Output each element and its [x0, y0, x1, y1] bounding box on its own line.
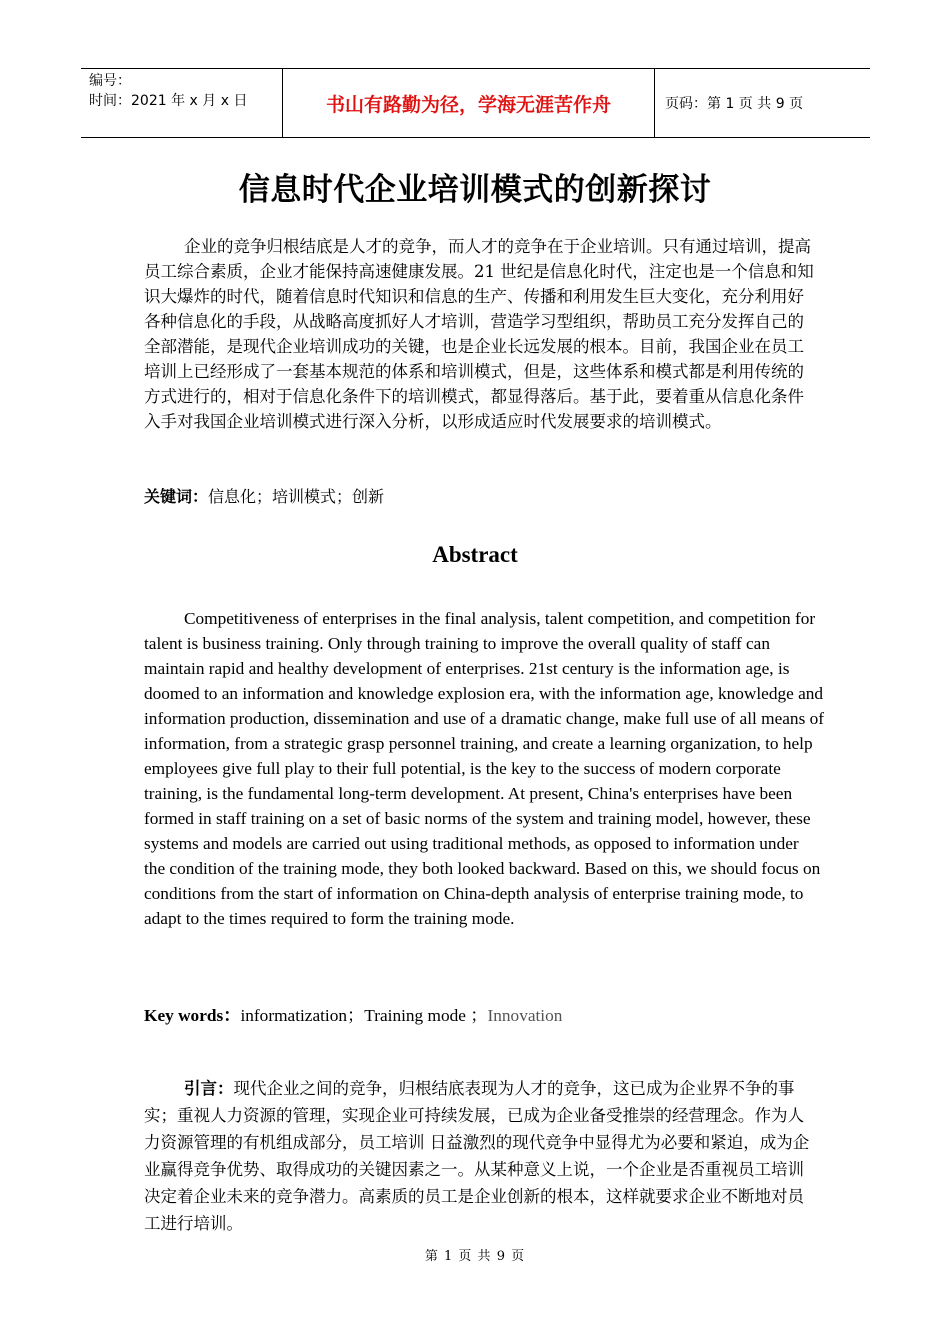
- header-page-info: 页码：第 1 页 共 9 页: [665, 96, 804, 112]
- page-footer: 第 1 页 共 9 页: [424, 1249, 526, 1264]
- document-title: 信息时代企业培训模式的创新探讨: [238, 172, 712, 208]
- english-keywords-label: Key words：: [144, 1006, 241, 1025]
- header-time-label: 时间：2021 年 x 月 x 日: [89, 93, 248, 109]
- chinese-keywords-value: 信息化；培训模式；创新: [208, 487, 385, 506]
- header-meta-cell: [81, 69, 282, 137]
- header-number-label: 编号：: [89, 73, 131, 89]
- chinese-abstract: 企业的竞争归根结底是人才的竞争，而人才的竞争在于企业培训。只有通过培训，提高员工综合素质，企业才能保持高速健康发展。21 世纪是信息化时代，注定也是一个信息和知识大爆炸的时代，随着信息时代知识和信息的生产、传播和利用发生巨大变化，充分利用好各种信息化的手段，从战略高度抓好人才培训，营造学习型组织，帮助员工充分发挥自己的全部潜能，是现代企业培训成功的关键，也是企业长远发展的根本。目前，我国企业在员工培训上已经形成了一套基本规范的体系和培训模式，但是，这些体系和模式都是利用传统的方式进行的，相对于信息化条件下的培训模式，都显得落后。基于此，要着重从信息化条件入手对我国企业培训模式进行深入分析，以形成适应时代发展要求的培训模式。: [144, 237, 814, 431]
- chinese-keywords: [144, 484, 384, 509]
- english-keywords: [144, 1003, 562, 1028]
- english-keywords-innovation: Innovation: [487, 1006, 563, 1025]
- introduction-paragraph: [144, 1075, 820, 1237]
- chinese-keywords-label: 关键词：: [144, 487, 209, 506]
- introduction-label: 引言：: [184, 1079, 234, 1098]
- document-header-table: [81, 68, 870, 138]
- english-abstract: Competitiveness of enterprises in the final analysis, talent competition, and competition for talent is business training. Only through training to improve the overall quality of staff can maintain rapid and healthy development of enterprises. 21st century is the information age, is doomed to an information and knowledge explosion era, with the information age, knowledge and information production, dissemination and use of a dramatic change, make full use of all means of information, from a strategic grasp personnel training, and create a learning organization, to help employees give full play to their full potential, is the key to the success of modern corporate training, is the fundamental long-term development. At present, China's enterprises have been formed in staff training on a set of basic norms of the system and training model, however, these systems and models are carried out using traditional methods, as opposed to information under the condition of the training mode, they both looked backward. Based on this, we should focus on conditions from the start of information on China-depth analysis of enterprise training mode, to adapt to the times required to form the training mode.: [144, 609, 825, 928]
- header-motto: 书山有路勤为径，学海无涯苦作舟: [282, 69, 655, 137]
- introduction-text: 现代企业之间的竞争，归根结底表现为人才的竞争，这已成为企业界不争的事实；重视人力资源的管理，实现企业可持续发展，已成为企业备受推崇的经营理念。作为人力资源管理的有机组成部分，员工培训 日益激烈的现代竞争中显得尤为必要和紧迫，成为企业赢得竞争优势、取得成功的关键因素之一。从某种意义上说，一个企业是否重视员工培训决定着企业未来的竞争潜力。高素质的员工是企业创新的根本，这样就要求企业不断地对员工进行培训。: [144, 1079, 810, 1233]
- abstract-heading: Abstract: [432, 542, 518, 567]
- english-keywords-value: informatization；Training mode ；: [240, 1006, 488, 1025]
